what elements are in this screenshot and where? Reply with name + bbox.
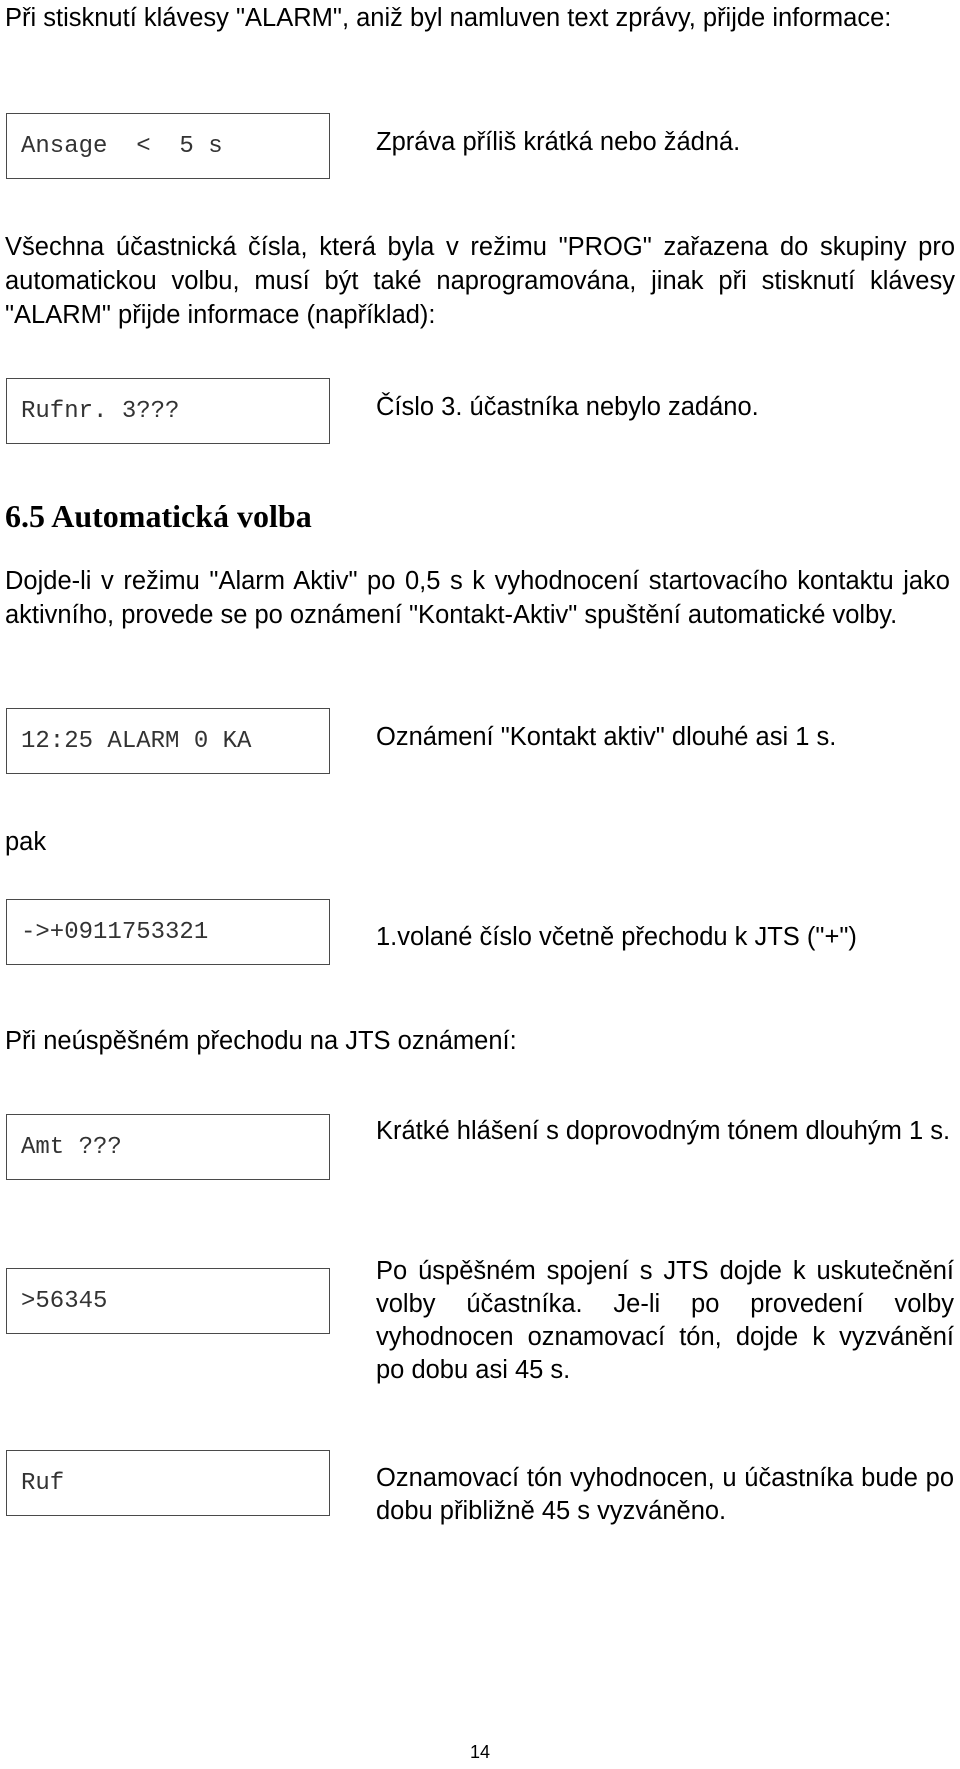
display-box-short-message: Ansage < 5 s [6, 113, 330, 179]
display-description-first-number: 1.volané číslo včetně přechodu k JTS ("+") [376, 923, 857, 951]
page-number: 14 [470, 1742, 491, 1762]
display-box-number-missing: Rufnr. 3??? [6, 378, 330, 444]
group-note-paragraph: Všechna účastnická čísla, která byla v režimu "PROG" zařazena do skupiny pro automatickou volbu, musí být také naprogramována, jinak při stisknutí klávesy "ALARM" přijde informace (například): [5, 233, 955, 329]
display-description-short-message: Zpráva příliš krátká nebo žádná. [376, 128, 741, 156]
display-description-number-missing: Číslo 3. účastníka nebylo zadáno. [376, 393, 759, 421]
section-number: 6.5 [5, 498, 45, 534]
display-box-contact-active: 12:25 ALARM 0 KA [6, 708, 330, 774]
display-description-ringing: Oznamovací tón vyhodnocen, u účastníka bude po dobu přibližně 45 s vyzváněno. [376, 1464, 954, 1525]
display-description-amt: Krátké hlášení s doprovodným tónem dlouhým 1 s. [376, 1117, 951, 1145]
display-box-first-number: ->+0911753321 [6, 899, 330, 965]
section-intro-paragraph: Dojde-li v režimu "Alarm Aktiv" po 0,5 s k vyhodnocení startovacího kontaktu jako aktivního, provede se po oznámení "Kontakt-Aktiv" spuštění automatické volby. [5, 567, 950, 629]
display-box-ringing: Ruf [6, 1450, 330, 1516]
display-box-amt: Amt ??? [6, 1114, 330, 1180]
then-label: pak [5, 828, 47, 856]
section-heading [5, 498, 312, 535]
failure-label: Při neúspěšném přechodu na JTS oznámení: [5, 1027, 517, 1055]
display-box-dialing: >56345 [6, 1268, 330, 1334]
display-description-contact-active: Oznámení "Kontakt aktiv" dlouhé asi 1 s. [376, 723, 837, 751]
section-title: Automatická volba [51, 498, 312, 534]
display-description-dialing: Po úspěšném spojení s JTS dojde k uskutečnění volby účastníka. Je-li po provedení volby vyhodnocen oznamovací tón, dojde k vyzvánění po dobu asi 45 s. [376, 1257, 954, 1384]
intro-paragraph: Při stisknutí klávesy "ALARM", aniž byl namluven text zprávy, přijde informace: [5, 4, 892, 32]
